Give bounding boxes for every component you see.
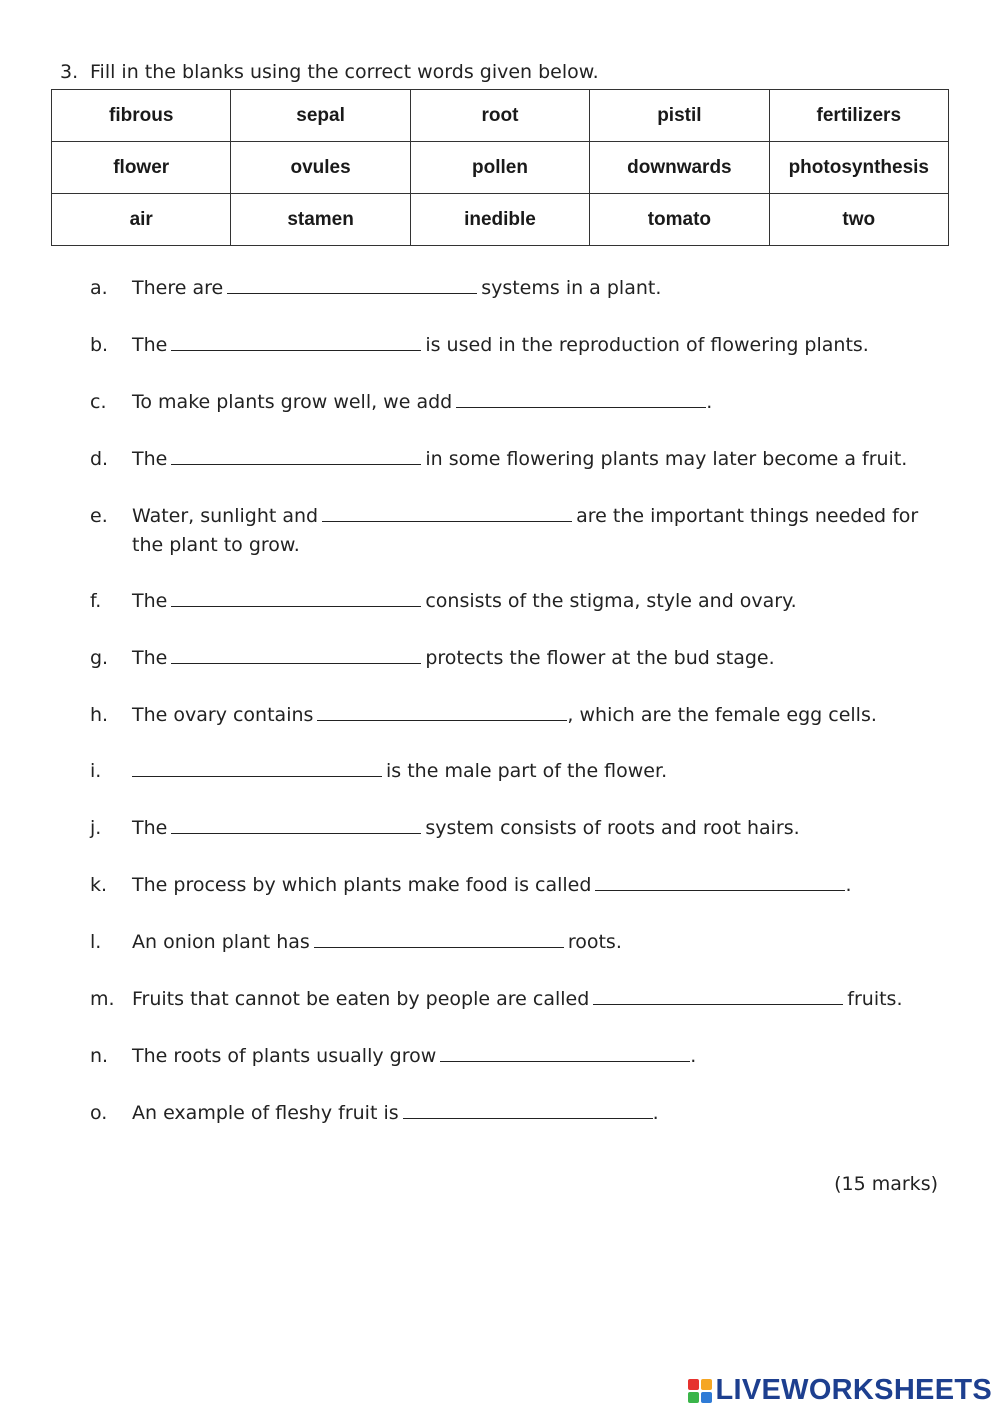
- question-item: [90, 644, 950, 673]
- question-item: [90, 502, 950, 560]
- question-item: [90, 1042, 950, 1071]
- word-bank-cell: two: [769, 194, 948, 246]
- logo-square-red: [688, 1379, 699, 1390]
- item-text-after: consists of the stigma, style and ovary.: [425, 590, 797, 612]
- question-number: 3.: [60, 61, 79, 83]
- word-bank-table: [51, 89, 949, 246]
- item-text-after: protects the flower at the bud stage.: [425, 647, 775, 669]
- total-marks: (15 marks): [834, 1173, 938, 1195]
- item-letter: j.: [90, 817, 102, 839]
- item-text-after: fruits.: [847, 988, 903, 1010]
- question-item: [90, 814, 950, 843]
- question-item: [90, 1099, 950, 1128]
- logo-square-blue: [701, 1392, 712, 1403]
- item-letter: d.: [90, 448, 109, 470]
- question-heading: [60, 61, 599, 83]
- word-bank-cell: photosynthesis: [769, 142, 948, 194]
- item-letter: c.: [90, 391, 107, 413]
- answer-blank[interactable]: [322, 503, 572, 522]
- word-bank-cell: air: [52, 194, 231, 246]
- item-text-before: The: [132, 590, 168, 612]
- word-bank-row: [52, 142, 949, 194]
- item-letter: f.: [90, 590, 102, 612]
- item-text-after: are the important things needed for the plant to grow.: [132, 505, 919, 556]
- item-text-before: To make plants grow well, we add: [132, 391, 453, 413]
- word-bank-cell: stamen: [231, 194, 410, 246]
- item-letter: l.: [90, 931, 102, 953]
- question-item: [90, 701, 950, 730]
- item-text-before: The: [132, 448, 168, 470]
- answer-blank[interactable]: [227, 275, 477, 294]
- answer-blank[interactable]: [171, 332, 421, 351]
- item-text-before: The: [132, 334, 168, 356]
- item-letter: o.: [90, 1102, 108, 1124]
- answer-blank[interactable]: [171, 446, 421, 465]
- item-text-after: .: [652, 1102, 659, 1124]
- answer-blank[interactable]: [171, 645, 421, 664]
- answer-blank[interactable]: [171, 815, 421, 834]
- item-letter: m.: [90, 988, 115, 1010]
- item-letter: a.: [90, 277, 108, 299]
- logo-icon: [688, 1379, 712, 1403]
- word-bank-cell: pollen: [410, 142, 589, 194]
- question-item: [90, 985, 950, 1014]
- item-text-before: The ovary contains: [132, 704, 314, 726]
- logo-text: LIVEWORKSHEETS: [715, 1374, 992, 1406]
- item-letter: k.: [90, 874, 108, 896]
- liveworksheets-logo: [688, 1374, 993, 1407]
- logo-square-orange: [701, 1379, 712, 1390]
- answer-blank[interactable]: [317, 702, 567, 721]
- answer-blank[interactable]: [593, 986, 843, 1005]
- item-text-before: The process by which plants make food is called: [132, 874, 592, 896]
- answer-blank[interactable]: [314, 929, 564, 948]
- question-item: [90, 757, 950, 786]
- item-text-after: .: [706, 391, 713, 413]
- item-text-before: The: [132, 647, 168, 669]
- word-bank-cell: fibrous: [52, 90, 231, 142]
- item-letter: n.: [90, 1045, 109, 1067]
- word-bank-cell: sepal: [231, 90, 410, 142]
- answer-blank[interactable]: [132, 758, 382, 777]
- item-text-after: in some flowering plants may later become a fruit.: [425, 448, 908, 470]
- word-bank-cell: fertilizers: [769, 90, 948, 142]
- answer-blank[interactable]: [440, 1043, 690, 1062]
- word-bank-cell: pistil: [590, 90, 769, 142]
- item-letter: i.: [90, 760, 102, 782]
- word-bank-cell: inedible: [410, 194, 589, 246]
- item-text-before: The roots of plants usually grow: [132, 1045, 437, 1067]
- item-text-before: An example of fleshy fruit is: [132, 1102, 399, 1124]
- answer-blank[interactable]: [403, 1100, 653, 1119]
- word-bank-cell: tomato: [590, 194, 769, 246]
- item-text-after: roots.: [567, 931, 622, 953]
- question-item: [90, 587, 950, 616]
- question-instruction: Fill in the blanks using the correct words given below.: [90, 61, 599, 83]
- word-bank-cell: downwards: [590, 142, 769, 194]
- logo-square-green: [688, 1392, 699, 1403]
- item-letter: b.: [90, 334, 109, 356]
- item-text-after: .: [690, 1045, 697, 1067]
- item-letter: e.: [90, 505, 108, 527]
- item-text-before: An onion plant has: [132, 931, 310, 953]
- question-item: [90, 445, 950, 474]
- question-item: [90, 871, 950, 900]
- item-letter: g.: [90, 647, 109, 669]
- answer-blank[interactable]: [171, 588, 421, 607]
- word-bank-row: [52, 194, 949, 246]
- question-item: [90, 928, 950, 957]
- answer-blank[interactable]: [595, 872, 845, 891]
- item-letter: h.: [90, 704, 109, 726]
- item-text-after: is the male part of the flower.: [386, 760, 668, 782]
- word-bank-cell: ovules: [231, 142, 410, 194]
- item-text-before: Water, sunlight and: [132, 505, 319, 527]
- item-text-after: system consists of roots and root hairs.: [425, 817, 800, 839]
- item-text-after: systems in a plant.: [481, 277, 662, 299]
- item-text-after: , which are the female egg cells.: [567, 704, 877, 726]
- answer-blank[interactable]: [456, 389, 706, 408]
- word-bank-row: [52, 90, 949, 142]
- item-text-after: is used in the reproduction of flowering plants.: [425, 334, 869, 356]
- item-text-before: The: [132, 817, 168, 839]
- word-bank-cell: flower: [52, 142, 231, 194]
- question-item: [90, 388, 950, 417]
- word-bank-cell: root: [410, 90, 589, 142]
- question-item: [90, 331, 950, 360]
- question-item: [90, 274, 950, 303]
- item-text-after: .: [845, 874, 852, 896]
- item-text-before: Fruits that cannot be eaten by people are called: [132, 988, 590, 1010]
- item-text-before: There are: [132, 277, 224, 299]
